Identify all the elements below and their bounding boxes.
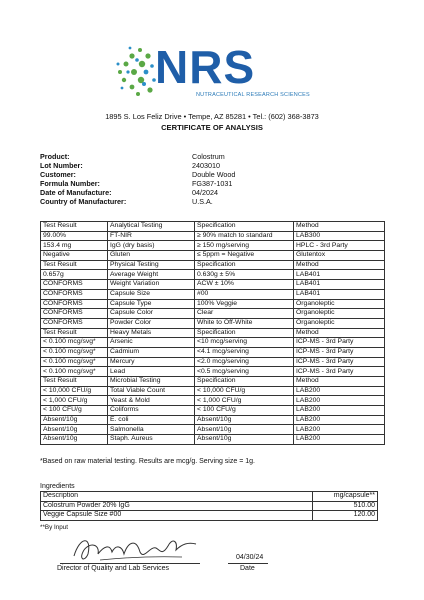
table-row — [41, 270, 385, 280]
table-row — [41, 425, 385, 435]
table-cell: CONFORMS — [41, 289, 108, 299]
table-cell: Method — [294, 377, 385, 387]
table-cell: ≥ 90% match to standard — [195, 231, 294, 241]
table-cell: 0.630g ± 5% — [195, 270, 294, 280]
test-results-table — [40, 221, 385, 445]
company-address: 1895 S. Los Feliz Drive • Tempe, AZ 85281 • Tel.: (602) 368-3873 — [105, 112, 319, 121]
table-cell: Specification — [195, 260, 294, 270]
table-cell: Test Result — [41, 377, 108, 387]
table-cell: Veggie Capsule Size #00 — [41, 511, 313, 521]
table-cell: LAB200 — [294, 396, 385, 406]
table-cell: 0.657g — [41, 270, 108, 280]
table-row — [41, 501, 378, 511]
info-value: FG387-1031 — [192, 178, 233, 188]
date-caption: Date — [240, 565, 255, 572]
table-row — [41, 415, 385, 425]
table-cell: CONFORMS — [41, 299, 108, 309]
table-cell: Capsule Type — [108, 299, 195, 309]
section-header-row — [41, 222, 385, 232]
info-value: 04/2024 — [192, 187, 218, 197]
table-cell: 153.4 mg — [41, 241, 108, 251]
table-cell: Organoleptic — [294, 309, 385, 319]
table-cell: mg/capsule** — [313, 492, 378, 502]
signature-date: 04/30/24 — [236, 554, 264, 561]
ingredients-title: Ingredients — [40, 483, 75, 490]
table-cell: < 100 CFU/g — [195, 406, 294, 416]
info-row — [40, 198, 235, 207]
table-cell: Analytical Testing — [108, 222, 195, 232]
table-cell: < 0.100 mcg/svg* — [41, 367, 108, 377]
table-cell: ≥ 150 mg/serving — [195, 241, 294, 251]
table-row — [41, 318, 385, 328]
table-row — [41, 347, 385, 357]
table-cell: Yeast & Mold — [108, 396, 195, 406]
document-title: CERTIFICATE OF ANALYSIS — [161, 123, 263, 132]
table-cell: Method — [294, 328, 385, 338]
table-row — [41, 231, 385, 241]
table-cell: FT-NIR — [108, 231, 195, 241]
table-cell: ICP-MS - 3rd Party — [294, 338, 385, 348]
table-cell: CONFORMS — [41, 309, 108, 319]
table-row — [41, 338, 385, 348]
table-row — [41, 511, 378, 521]
table-row — [41, 357, 385, 367]
table-cell: ≤ 5ppm = Negative — [195, 251, 294, 261]
table-cell: Test Result — [41, 260, 108, 270]
table-cell: Powder Color — [108, 318, 195, 328]
table-row — [41, 289, 385, 299]
table-cell: Capsule Color — [108, 309, 195, 319]
table-cell: < 100 CFU/g — [41, 406, 108, 416]
logo-subtitle: NUTRACEUTICAL RESEARCH SCIENCES — [196, 92, 310, 98]
handwritten-signature — [70, 530, 200, 566]
table-cell: LAB300 — [294, 231, 385, 241]
table-row — [41, 386, 385, 396]
table-cell: Absent/10g — [41, 415, 108, 425]
table-cell: LAB200 — [294, 386, 385, 396]
info-value: U.S.A. — [192, 196, 213, 206]
section-header-row — [41, 377, 385, 387]
info-label: Product: — [40, 152, 70, 161]
table-cell: Method — [294, 222, 385, 232]
table-cell: < 0.100 mcg/svg* — [41, 347, 108, 357]
table-cell: Lead — [108, 367, 195, 377]
table-cell: < 1,000 CFU/g — [195, 396, 294, 406]
table-cell: Organoleptic — [294, 299, 385, 309]
table-cell: <4.1 mcg/serving — [195, 347, 294, 357]
table-cell: < 0.100 mcg/svg* — [41, 357, 108, 367]
logo-wordmark: NRS — [155, 41, 256, 93]
footnote: *Based on raw material testing. Results are mcg/g. Serving size = 1g. — [40, 458, 255, 465]
table-row — [41, 241, 385, 251]
table-cell: LAB401 — [294, 270, 385, 280]
table-cell: Heavy Metals — [108, 328, 195, 338]
table-cell: Capsule Size — [108, 289, 195, 299]
table-cell: LAB200 — [294, 415, 385, 425]
table-cell: ICP-MS - 3rd Party — [294, 367, 385, 377]
table-cell: Average Weight — [108, 270, 195, 280]
table-cell: Specification — [195, 222, 294, 232]
table-cell: Organoleptic — [294, 318, 385, 328]
table-cell: Microbial Testing — [108, 377, 195, 387]
info-value: Colostrum — [192, 152, 225, 161]
table-cell: Clear — [195, 309, 294, 319]
table-cell: Absent/10g — [41, 425, 108, 435]
table-cell: ICP-MS - 3rd Party — [294, 347, 385, 357]
info-label: Country of Manufacturer: — [40, 196, 127, 206]
table-cell: Absent/10g — [195, 425, 294, 435]
table-cell: < 10,000 CFU/g — [41, 386, 108, 396]
signature-line — [60, 563, 200, 564]
table-cell: < 0.100 mcg/svg* — [41, 338, 108, 348]
ingredients-header-row — [41, 492, 378, 502]
table-cell: CONFORMS — [41, 280, 108, 290]
table-cell: Absent/10g — [195, 435, 294, 445]
product-info — [40, 153, 235, 206]
table-cell: LAB200 — [294, 425, 385, 435]
table-cell: Coliforms — [108, 406, 195, 416]
info-value: 2403010 — [192, 160, 220, 170]
table-cell: Weight Variation — [108, 280, 195, 290]
table-cell: 120.00 — [313, 511, 378, 521]
table-cell: ICP-MS - 3rd Party — [294, 357, 385, 367]
table-cell: Absent/10g — [41, 435, 108, 445]
table-row — [41, 280, 385, 290]
table-cell: LAB401 — [294, 289, 385, 299]
table-cell: Glutentox — [294, 251, 385, 261]
table-cell: Test Result — [41, 328, 108, 338]
table-cell: Gluten — [108, 251, 195, 261]
table-cell: Negative — [41, 251, 108, 261]
table-cell: #00 — [195, 289, 294, 299]
table-cell: 510.00 — [313, 501, 378, 511]
table-cell: E. coli — [108, 415, 195, 425]
table-cell: LAB200 — [294, 435, 385, 445]
section-header-row — [41, 328, 385, 338]
table-row — [41, 309, 385, 319]
table-cell: <10 mcg/serving — [195, 338, 294, 348]
signature-caption: Director of Quality and Lab Services — [57, 565, 170, 572]
table-cell: < 10,000 CFU/g — [195, 386, 294, 396]
table-cell: Salmonella — [108, 425, 195, 435]
table-cell: Physical Testing — [108, 260, 195, 270]
table-cell: Mercury — [108, 357, 195, 367]
table-cell: Method — [294, 260, 385, 270]
table-cell: <2.0 mcg/serving — [195, 357, 294, 367]
table-row — [41, 251, 385, 261]
info-label: Date of Manufacture: — [40, 187, 112, 197]
ingredients-table — [40, 491, 378, 521]
info-label: Lot Number: — [40, 160, 83, 170]
table-cell: IgG (dry basis) — [108, 241, 195, 251]
table-cell: <0.5 mcg/serving — [195, 367, 294, 377]
table-cell: Cadmium — [108, 347, 195, 357]
table-cell: Specification — [195, 377, 294, 387]
table-cell: Staph. Aureus — [108, 435, 195, 445]
table-cell: 99.00% — [41, 231, 108, 241]
table-cell: LAB200 — [294, 406, 385, 416]
table-row — [41, 367, 385, 377]
table-cell: Absent/10g — [195, 415, 294, 425]
table-cell: Description — [41, 492, 313, 502]
table-row — [41, 406, 385, 416]
table-cell: CONFORMS — [41, 318, 108, 328]
table-cell: ACW ± 10% — [195, 280, 294, 290]
table-row — [41, 435, 385, 445]
table-cell: Colostrum Powder 20% IgG — [41, 501, 313, 511]
table-row — [41, 299, 385, 309]
table-cell: 100% Veggie — [195, 299, 294, 309]
table-cell: Total Viable Count — [108, 386, 195, 396]
info-label: Customer: — [40, 169, 76, 179]
table-cell: < 1,000 CFU/g — [41, 396, 108, 406]
table-cell: LAB401 — [294, 280, 385, 290]
section-header-row — [41, 260, 385, 270]
info-label: Formula Number: — [40, 178, 100, 188]
table-row — [41, 396, 385, 406]
table-cell: Test Result — [41, 222, 108, 232]
table-cell: HPLC - 3rd Party — [294, 241, 385, 251]
table-cell: Specification — [195, 328, 294, 338]
info-value: Double Wood — [192, 169, 236, 179]
by-input-note: **By Input — [40, 524, 69, 531]
date-line — [228, 563, 268, 564]
table-cell: White to Off-White — [195, 318, 294, 328]
table-cell: Arsenic — [108, 338, 195, 348]
